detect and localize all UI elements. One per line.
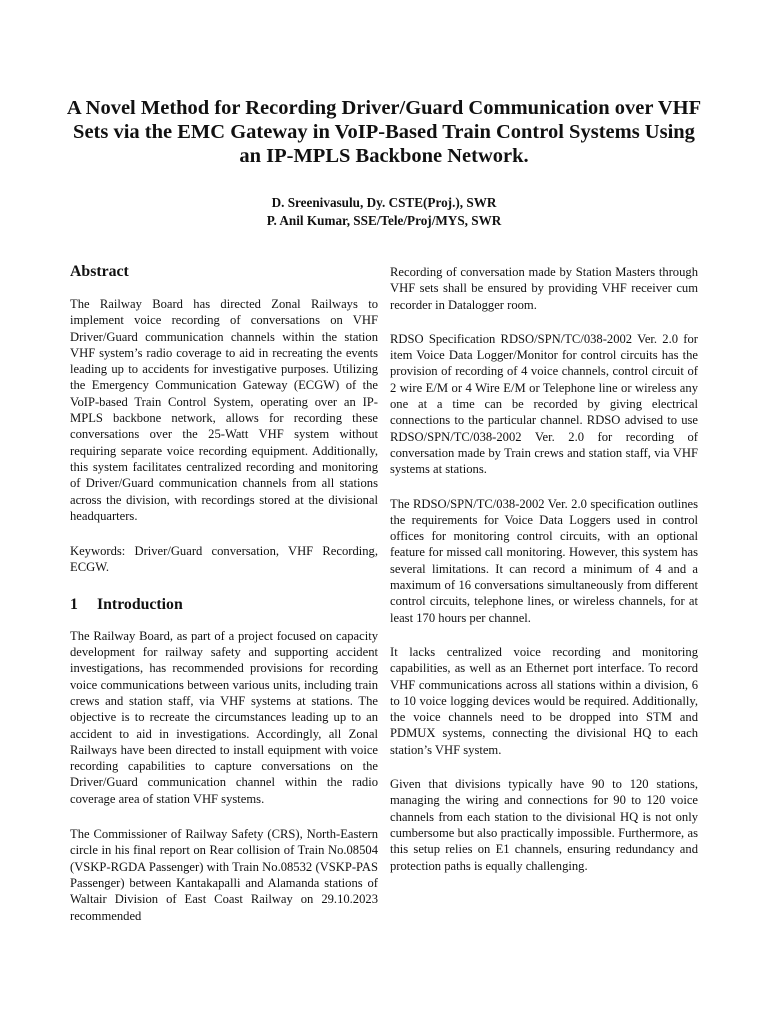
section-number: 1 [70, 595, 78, 613]
paper-title: A Novel Method for Recording Driver/Guard Communication over VHF Sets via the EMC Gateway in VoIP-Based Train Control Systems Using an IP-MPLS Backbone Network. [66, 97, 702, 167]
abstract-heading: Abstract [70, 263, 129, 280]
body-paragraph: RDSO Specification RDSO/SPN/TC/038-2002 Ver. 2.0 for item Voice Data Logger/Monitor for control circuits has the provision of recording of 4 voice channels, control circuit of 2 wire E/M or 4 Wire E/M or Telephone line or wireless any one at a time can be recorded by giving electrical connections to the particular channel. RDSO advised to use RDSO/SPN/TC/038-2002 Ver. 2.0 for recording of conversation made by Train crews and station staff, via VHF systems at stations. [390, 331, 698, 477]
intro-paragraph: The Railway Board, as part of a project focused on capacity development for railway safety and supporting accident investigations, has recommended provisions for recording voice communications between various units, including train crews and station staff, via VHF systems at stations. The objective is to recreate the circumstances leading up to an accident to aid in investigations. Accordingly, all Zonal Railways have been directed to install equipment with voice recording capabilities to capture conversations on the Driver/Guard communication channel within the radio coverage area of station VHF systems. [70, 628, 378, 806]
author-line: D. Sreenivasulu, Dy. CSTE(Proj.), SWR [271, 195, 497, 210]
body-paragraph: It lacks centralized voice recording and monitoring capabilities, as well as an Ethernet port interface. To record VHF communications across all stations within a division, 6 to 10 voice logging devices would be required. Additionally, the voice channels need to be dropped into STM and PDMUX systems, connecting the divisional HQ to each station’s VHF system. [390, 644, 698, 757]
section-title: Introduction [97, 595, 183, 613]
body-paragraph: Given that divisions typically have 90 to 120 stations, managing the wiring and connections for 90 to 120 voice channels from each station to the divisional HQ is not only cumbersome but also practically impossible. Furthermore, as this setup relies on E1 channels, ensuring redundancy and protection paths is equally challenging. [390, 777, 698, 873]
intro-paragraph: The Commissioner of Railway Safety (CRS), North-Eastern circle in his final report on Rear collision of Train No.08504 (VSKP-RGDA Passenger) with Train No.08532 (VSKP-PAS Passenger) between Kantakapalli and Alamanda stations of Waltair Division of East Coast Railway on 29.10.2023 recommended [70, 827, 378, 923]
introduction-heading [70, 595, 378, 615]
body-paragraph: The RDSO/SPN/TC/038-2002 Ver. 2.0 specification outlines the requirements for Voice Data Loggers used in control offices for monitoring control circuits, with an optional feature for missed call monitoring. However, this system has several limitations. It can record a minimum of 4 and a maximum of 16 conversations simultaneously from different control circuits, telephone lines, or wireless channels, for at least 170 hours per channel. [390, 496, 698, 625]
left-column [70, 262, 378, 943]
author-block [60, 194, 708, 230]
author-line: P. Anil Kumar, SSE/Tele/Proj/MYS, SWR [266, 213, 502, 228]
body-paragraph: Recording of conversation made by Station Masters through VHF sets shall be ensured by providing VHF receiver cum recorder in Datalogger room. [390, 265, 698, 312]
keywords: Keywords: Driver/Guard conversation, VHF Recording, ECGW. [70, 544, 378, 575]
right-column [390, 264, 698, 892]
abstract-text: The Railway Board has directed Zonal Railways to implement voice recording of conversations on VHF Driver/Guard communication channels within the station VHF system’s radio coverage to aid in recreating the events leading up to accidents for investigative purposes. Utilizing the Emergency Communication Gateway (ECGW) of the VoIP-based Train Control System, operating over an IP-MPLS backbone network, allows for recording these conversations over the 25-Watt VHF system without requiring separate voice recording equipment. Additionally, this system facilitates centralized recording and monitoring of Driver/Guard communication channels from all stations across the division, with recordings stored at the divisional headquarters. [70, 297, 378, 523]
